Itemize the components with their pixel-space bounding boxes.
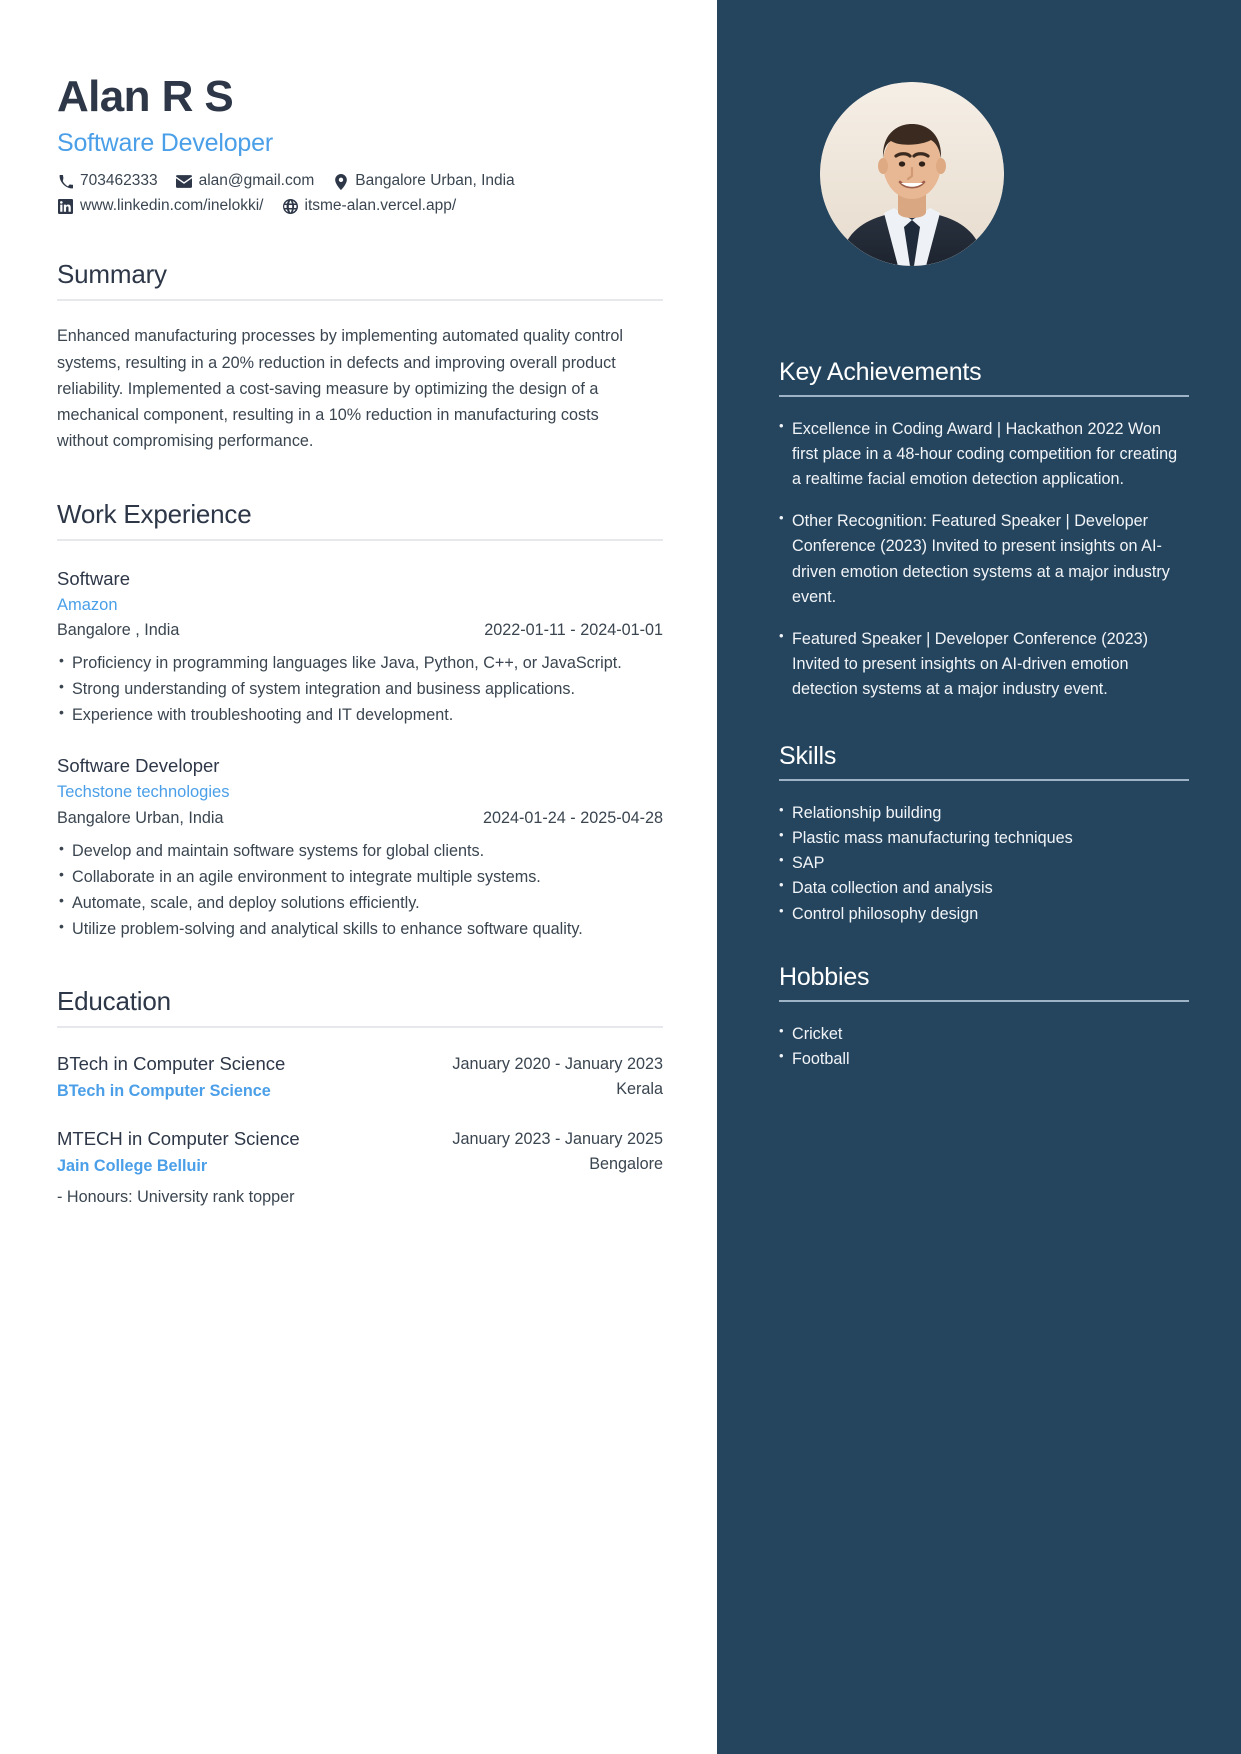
list-item: • Control philosophy design (779, 902, 1189, 927)
skills-list (779, 801, 1189, 927)
contact-linkedin-text: www.linkedin.com/inelokki/ (80, 196, 264, 214)
phone-icon (57, 174, 74, 190)
list-item: • Relationship building (779, 801, 1189, 826)
linkedin-icon (57, 198, 74, 214)
sidebar (717, 0, 1241, 1754)
job-dates: 2024-01-24 - 2025-04-28 (483, 808, 663, 827)
skills-heading: Skills (779, 742, 1189, 781)
section-hobbies (779, 963, 1189, 1072)
contact-website-text: itsme-alan.vercel.app/ (304, 196, 457, 214)
contact-location-text: Bangalore Urban, India (355, 172, 515, 190)
education-entry (57, 1127, 663, 1177)
job-company[interactable]: Amazon (57, 595, 118, 614)
education-entry-left (57, 1052, 285, 1102)
list-item: • Featured Speaker | Developer Conference (2023) Invited to present insights on AI-driven emotion detection systems at a major industry event. (779, 627, 1189, 702)
job-company[interactable]: Techstone technologies (57, 783, 230, 802)
avatar (820, 82, 1004, 266)
education-note: - Honours: University rank topper (57, 1187, 295, 1206)
key-achievements-list (779, 417, 1189, 702)
section-education (57, 986, 663, 1208)
education-entry (57, 1052, 663, 1102)
education-dates: January 2023 - January 2025 (452, 1129, 663, 1148)
education-entry-right (452, 1052, 663, 1102)
list-item: • Strong understanding of system integration and business applications. (57, 677, 663, 702)
contact-phone-text: 703462333 (80, 172, 158, 190)
globe-icon (282, 198, 299, 214)
contact-line-2 (57, 197, 663, 216)
list-item: • Experience with troubleshooting and IT development. (57, 703, 663, 728)
contact-linkedin[interactable] (57, 197, 264, 216)
hobbies-list (779, 1022, 1189, 1072)
contact-phone[interactable] (57, 172, 158, 191)
list-item: • SAP (779, 851, 1189, 876)
education-school[interactable]: Jain College Belluir (57, 1156, 208, 1175)
job-location: Bangalore Urban, India (57, 808, 224, 827)
contact-website[interactable] (282, 197, 457, 216)
list-item: • Automate, scale, and deploy solutions efficiently. (57, 891, 663, 916)
avatar-photo (820, 82, 1004, 266)
contact-info (57, 172, 663, 215)
contact-email[interactable] (176, 172, 315, 191)
job-dates: 2022-01-11 - 2024-01-01 (484, 621, 663, 640)
work-experience-heading: Work Experience (57, 499, 663, 541)
education-degree: BTech in Computer Science (57, 1053, 286, 1075)
education-entry-right (452, 1127, 663, 1177)
education-location: Bengalore (589, 1154, 663, 1173)
job-location: Bangalore , India (57, 621, 180, 640)
job-role: Software (57, 567, 131, 589)
section-skills (779, 742, 1189, 927)
list-item: • Data collection and analysis (779, 876, 1189, 901)
list-item: • Collaborate in an agile environment to integrate multiple systems. (57, 865, 663, 890)
contact-line-1 (57, 172, 663, 191)
job-bullets (57, 839, 663, 942)
summary-heading: Summary (57, 259, 663, 301)
summary-text: Enhanced manufacturing processes by implementing automated quality control systems, resulting in a 20% reduction in defects and improving overall product reliability. Implemented a cost-saving measure by optimizing the design of a mechanical component, resulting in a 10% reduction in manufacturing costs without compromising performance. (57, 327, 623, 451)
work-entry (57, 567, 663, 729)
hobbies-heading: Hobbies (779, 963, 1189, 1002)
list-item: • Excellence in Coding Award | Hackathon 2022 Won first place in a 48-hour coding competition for creating a realtime facial emotion detection application. (779, 417, 1189, 492)
list-item: • Develop and maintain software systems for global clients. (57, 839, 663, 864)
headline-job-title: Software Developer (57, 129, 273, 158)
job-meta (57, 621, 663, 640)
job-meta (57, 809, 663, 828)
list-item: • Plastic mass manufacturing techniques (779, 826, 1189, 851)
key-achievements-heading: Key Achievements (779, 358, 1189, 397)
contact-email-text: alan@gmail.com (198, 172, 315, 190)
education-dates: January 2020 - January 2023 (452, 1055, 663, 1074)
job-bullets (57, 651, 663, 728)
education-entry-left (57, 1127, 300, 1177)
education-degree: MTECH in Computer Science (57, 1127, 300, 1149)
education-heading: Education (57, 986, 663, 1028)
section-work-experience (57, 499, 663, 943)
list-item: • Utilize problem-solving and analytical skills to enhance software quality. (57, 917, 663, 942)
list-item: • Cricket (779, 1022, 1189, 1047)
list-item: • Proficiency in programming languages like Java, Python, C++, or JavaScript. (57, 651, 663, 676)
email-icon (176, 174, 193, 190)
page-title: Alan R S (57, 72, 234, 121)
education-location: Kerala (616, 1080, 663, 1099)
job-role: Software Developer (57, 755, 220, 777)
contact-location (332, 172, 514, 191)
list-item: • Football (779, 1047, 1189, 1072)
list-item: • Other Recognition: Featured Speaker | Developer Conference (2023) Invited to present insights on AI-driven emotion detection systems at a major industry event. (779, 509, 1189, 609)
section-key-achievements (779, 0, 1189, 702)
work-entry (57, 754, 663, 942)
section-summary (57, 259, 663, 454)
location-pin-icon (332, 174, 349, 190)
education-school[interactable]: BTech in Computer Science (57, 1082, 271, 1101)
